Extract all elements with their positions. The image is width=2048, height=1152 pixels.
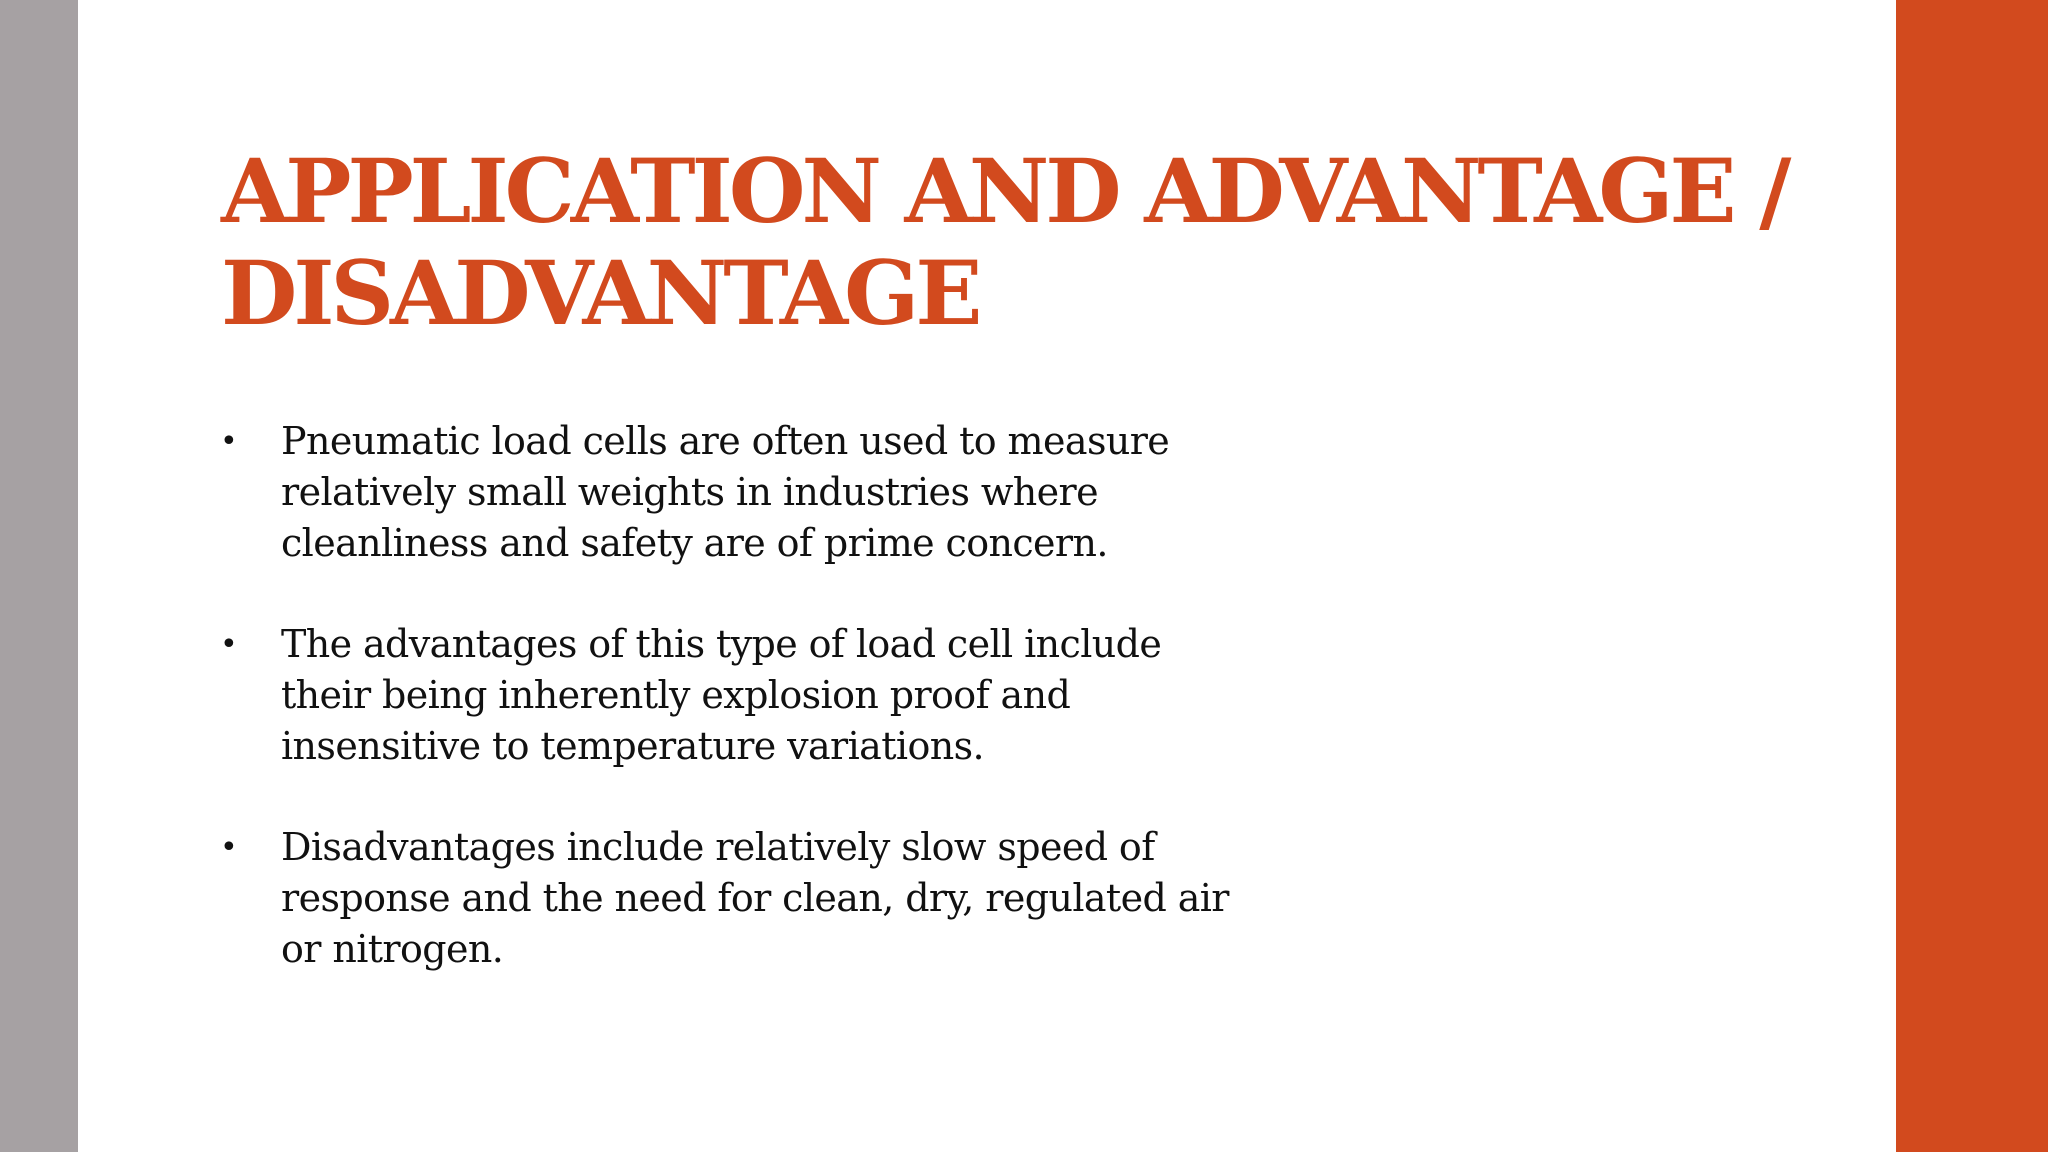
bullet-list bbox=[220, 416, 1240, 1025]
bullet-item bbox=[220, 822, 1240, 975]
slide-title: APPLICATION AND ADVANTAGE / DISADVANTAGE bbox=[221, 139, 1788, 345]
bullet-text: Disadvantages include relatively slow speed of response and the need for clean, dry, regulated air or nitrogen. bbox=[281, 825, 1229, 971]
bullet-item bbox=[220, 619, 1240, 772]
bullet-icon: • bbox=[220, 830, 238, 865]
bullet-item bbox=[220, 416, 1240, 569]
bullet-text: The advantages of this type of load cell include their being inherently explosion proof and insensitive to temperature variations. bbox=[281, 622, 1162, 768]
bullet-icon: • bbox=[220, 424, 238, 459]
bullet-icon: • bbox=[220, 627, 238, 662]
right-accent-bar bbox=[1896, 0, 2048, 1152]
bullet-text: Pneumatic load cells are often used to measure relatively small weights in industries where cleanliness and safety are of prime concern. bbox=[281, 419, 1170, 565]
left-accent-bar bbox=[0, 0, 78, 1152]
